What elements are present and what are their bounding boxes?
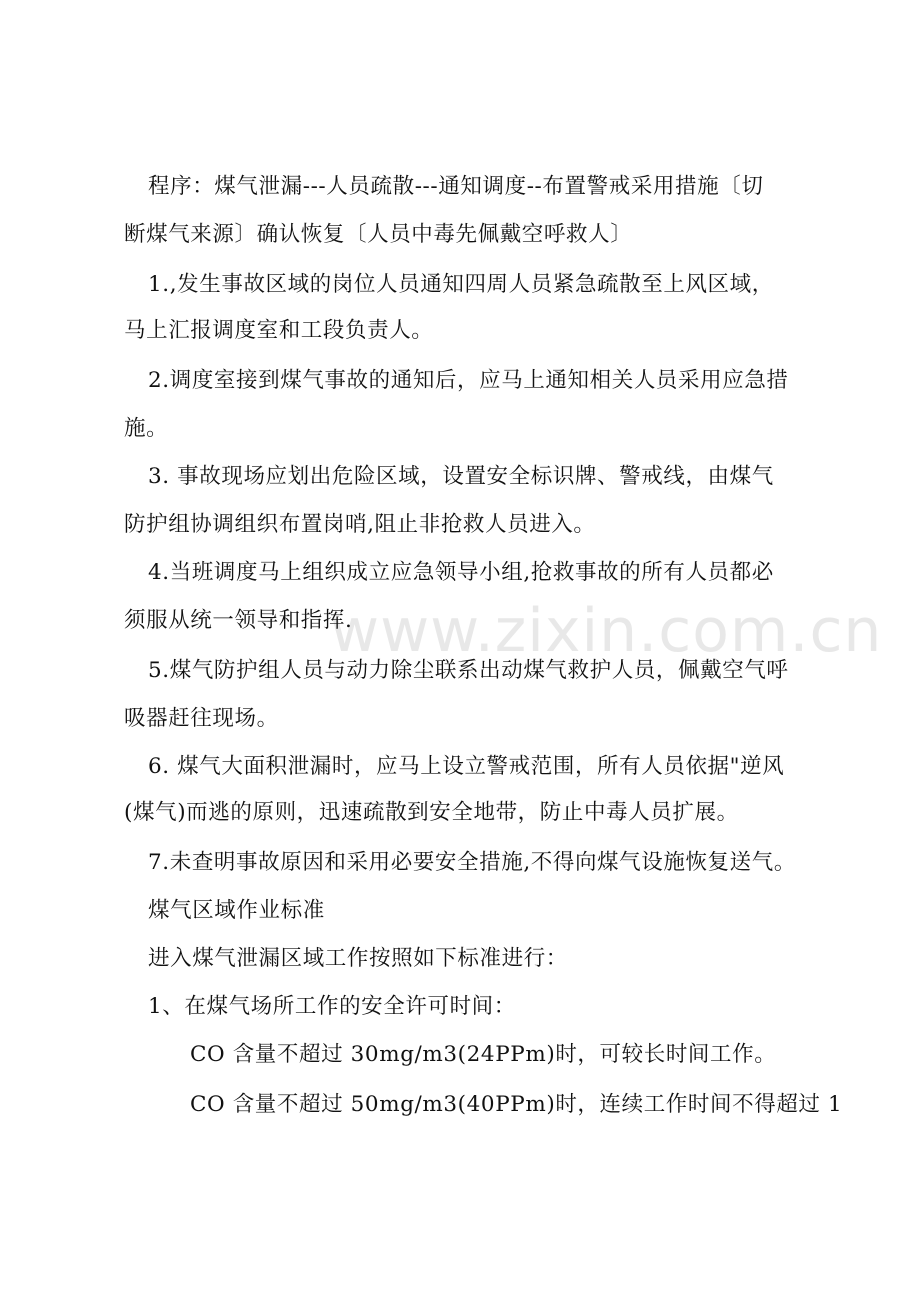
paragraph-line: 1、在煤气场所工作的安全许可时间： — [148, 994, 516, 1019]
watermark: www.zixin.com.cn — [330, 596, 883, 666]
paragraph-line: 6. 煤气大面积泄漏时，应马上设立警戒范围，所有人员依据"逆风 — [148, 754, 785, 779]
section-heading: 煤气区域作业标准 — [148, 898, 325, 923]
paragraph-line: 程序：煤气泄漏---人员疏散---通知调度--布置警戒采用措施〔切 — [148, 174, 764, 199]
paragraph-line: 断煤气来源〕确认恢复〔人员中毒先佩戴空呼救人〕 — [124, 222, 633, 247]
paragraph-line: CO 含量不超过 50mg/m3(40PPm)时，连续工作时间不得超过 1 — [190, 1092, 843, 1117]
paragraph-line: 马上汇报调度室和工段负责人。 — [124, 318, 434, 343]
paragraph-line: 4.当班调度马上组织成立应急领导小组,抢救事故的所有人员都必 — [148, 560, 774, 585]
paragraph-line: 吸器赶往现场。 — [124, 706, 279, 731]
paragraph-line: CO 含量不超过 30mg/m3(24PPm)时，可较长时间工作。 — [190, 1042, 777, 1067]
paragraph-line: 1.,发生事故区域的岗位人员通知四周人员紧急疏散至上风区域， — [148, 272, 774, 297]
paragraph-line: (煤气)而逃的原则，迅速疏散到安全地带，防止中毒人员扩展。 — [124, 800, 739, 825]
paragraph-line: 7.未查明事故原因和采用必要安全措施,不得向煤气设施恢复送气。 — [148, 850, 796, 875]
paragraph-line: 5.煤气防护组人员与动力除尘联系出动煤气救护人员，佩戴空气呼 — [148, 658, 789, 683]
paragraph-line: 防护组协调组织布置岗哨,阻止非抢救人员进入。 — [124, 512, 596, 537]
paragraph-line: 须服从统一领导和指挥. — [124, 608, 353, 633]
paragraph-line: 2.调度室接到煤气事故的通知后，应马上通知相关人员采用应急措 — [148, 368, 789, 393]
paragraph-line: 进入煤气泄漏区域工作按照如下标准进行： — [148, 946, 568, 971]
paragraph-line: 施。 — [124, 416, 169, 441]
paragraph-line: 3. 事故现场应划出危险区域，设置安全标识牌、警戒线，由煤气 — [148, 464, 774, 489]
